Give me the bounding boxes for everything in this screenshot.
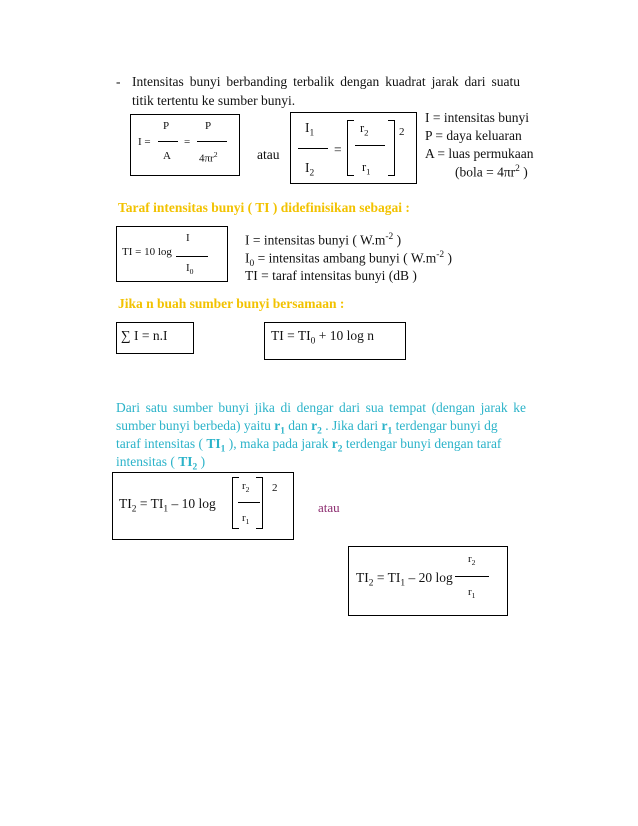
ratio-r2: $r_2$ xyxy=(360,121,369,138)
fraction-numerator-p2: P xyxy=(205,120,212,132)
ti2-formula-2-lhs: $TI_2 = TI_1 - 20$ log xyxy=(356,570,453,589)
ti-legend-threshold: $I_0$ = intensitas ambang bunyi ( $W.m^{-2}$ ) xyxy=(245,250,452,270)
heading-taraf-intensitas: Taraf intensitas bunyi ( TI ) didefinisikan sebagai : xyxy=(118,200,410,215)
intro-line-2: titik tertentu ke sumber bunyi. xyxy=(132,93,296,108)
equals-sign: = xyxy=(184,136,191,148)
fraction-bar-2 xyxy=(197,141,227,142)
legend-sphere: (bola = $4\pi r^2$ ) xyxy=(455,164,528,180)
formula-lhs: I = xyxy=(138,136,151,148)
ti2-formula-1-exp: 2 xyxy=(272,482,278,494)
bullet-dash: - xyxy=(116,74,121,89)
ratio-equals: = xyxy=(334,142,342,157)
ti-fraction-bar xyxy=(176,256,208,257)
ti2-fraction-bar-2 xyxy=(455,576,489,577)
ratio-bar-r xyxy=(355,145,385,146)
fraction-numerator-p1: P xyxy=(163,120,170,132)
ratio-i2: $I_2$ xyxy=(305,160,315,179)
atau-label-1: atau xyxy=(257,147,280,162)
ti2-formula-2-r1: $r_1$ xyxy=(468,586,476,601)
ti2-bracket-left xyxy=(232,477,239,529)
ti-legend-level: TI = taraf intensitas bunyi (dB ) xyxy=(245,268,417,283)
bracket-left xyxy=(347,120,354,176)
ratio-exponent: 2 xyxy=(399,126,405,138)
ti-formula-denominator: $I_0$ xyxy=(186,262,194,277)
legend-power: P = daya keluaran xyxy=(425,128,522,143)
ti-n-formula: TI = $TI_0 + 10$ log n xyxy=(271,328,374,347)
bracket-right xyxy=(388,120,395,176)
ti-legend-intensity: I = intensitas bunyi ( $W.m^{-2}$ ) xyxy=(245,232,402,248)
ratio-i1: $I_1$ xyxy=(305,120,315,139)
ti-formula-numerator: I xyxy=(186,232,190,244)
para-line-3: taraf intensitas ( $TI_1$ ), maka pada jarak $r_2$ terdengar bunyi dengan taraf xyxy=(116,436,502,455)
para-line-1: Dari satu sumber bunyi jika di dengar dari sua tempat (dengan jarak ke xyxy=(116,400,526,415)
fraction-denominator-4pir2: $4\pi r^2$ xyxy=(199,150,218,165)
ratio-r1: $r_1$ xyxy=(362,160,371,177)
ti-formula-lhs: TI = 10 log xyxy=(122,246,172,258)
para-line-2: sumber bunyi berbeda) yaitu $r_1$ dan $r_2$ . Jika dari $r_1$ terdengar bunyi dg xyxy=(116,418,498,437)
heading-n-sumber: Jika n buah sumber bunyi bersamaan : xyxy=(118,296,345,311)
ti2-formula-1-r1: $r_1$ xyxy=(242,512,250,527)
para-line-4: intensitas ( $TI_2$ ) xyxy=(116,454,206,473)
ti2-formula-1-lhs: $TI_2 = TI_1 - 10$ log xyxy=(119,496,216,515)
legend-intensity: I = intensitas bunyi xyxy=(425,110,529,125)
intro-line-1: Intensitas bunyi berbanding terbalik dengan kuadrat jarak dari suatu xyxy=(132,74,520,89)
fraction-bar-1 xyxy=(158,141,178,142)
fraction-denominator-a: A xyxy=(163,150,171,162)
ti2-formula-2-r2: $r_2$ xyxy=(468,553,476,568)
legend-area: A = luas permukaan xyxy=(425,146,534,161)
sum-formula: ∑ I = n.I xyxy=(121,328,168,343)
ti2-bracket-right xyxy=(256,477,263,529)
ratio-bar-i xyxy=(298,148,328,149)
ti2-formula-1-r2: $r_2$ xyxy=(242,480,250,495)
atau-label-2: atau xyxy=(318,500,340,515)
